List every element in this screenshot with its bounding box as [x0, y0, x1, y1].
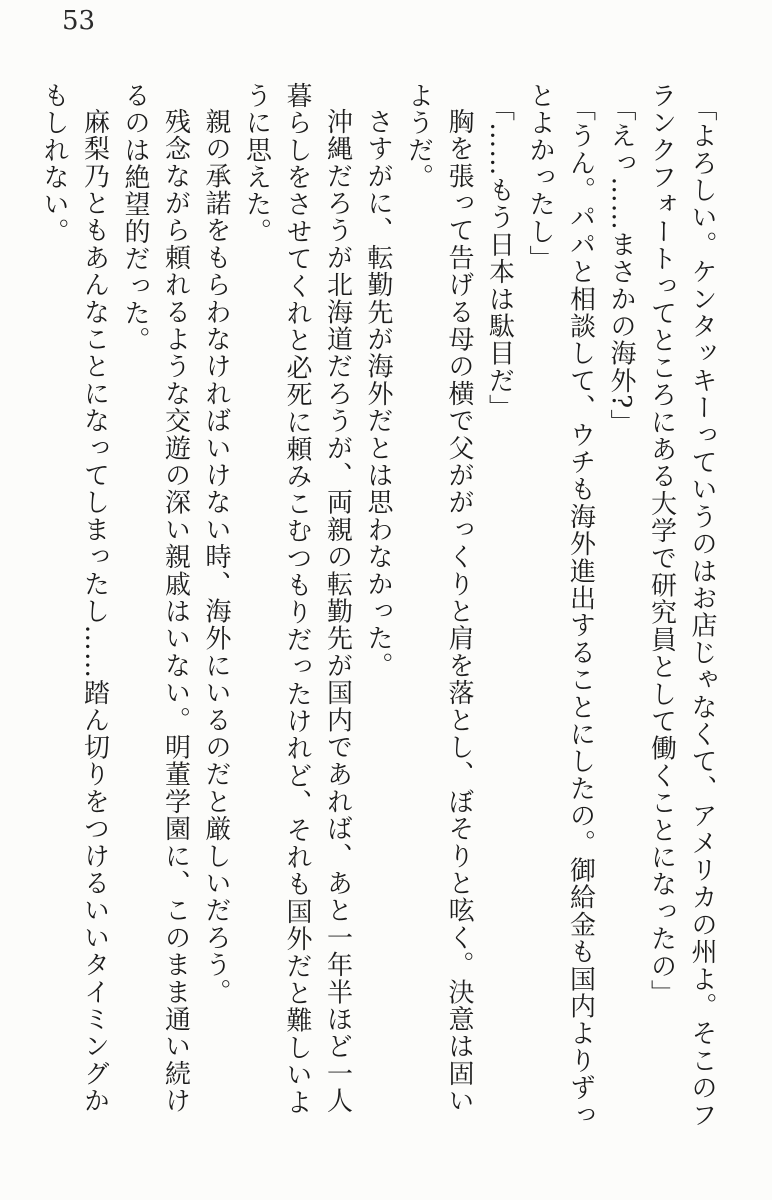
vertical-text-block — [30, 82, 722, 1130]
paragraph-dialogue-4: 「……もう日本は駄目だ」 — [484, 95, 515, 422]
paragraph-narrative-2: さすがに、転勤先が海外だとは思わなかった。 — [363, 108, 393, 680]
paragraph-narrative-3: 沖縄だろうが北海道だろうが、両親の転勤先が国内であれば、あと一年半ほど一人暮らしをさせてくれと必死に頼みこむつもりだったけれど、それも国外だと難しいように思えた。 — [241, 82, 353, 1116]
paragraph-narrative-5: 残念ながら頼れるような交遊の深い親戚はいない。明董学園に、このまま通い続けるのは絶望的だった。 — [120, 82, 191, 1115]
paragraph-dialogue-3: 「うん。パパと相談して、ウチも海外進出することにしたの。御給金も国内よりずっとよかったし」 — [525, 82, 596, 1129]
paragraph-narrative-1: 胸を張って告げる母の横で父ががっくりと肩を落とし、ぼそりと呟く。決意は固いようだ。 — [403, 82, 474, 1115]
page-number: 53 — [62, 6, 96, 36]
paragraph-dialogue-2: 「えっ……まさかの海外?」 — [606, 95, 636, 437]
paragraph-narrative-6: 麻梨乃ともあんなことになってしまったし……踏ん切りをつけるいいタイミングかもしれない。 — [39, 82, 110, 1115]
paragraph-dialogue-1: 「よろしい。ケンタッキーっていうのはお店じゃなくて、アメリカの州よ。そこのフランクフォートってところにある大学で研究員として働くことになったの」 — [646, 82, 717, 1129]
paragraph-narrative-4: 親の承諾をもらわなければいけない時、海外にいるのだと厳しいだろう。 — [201, 108, 231, 1006]
